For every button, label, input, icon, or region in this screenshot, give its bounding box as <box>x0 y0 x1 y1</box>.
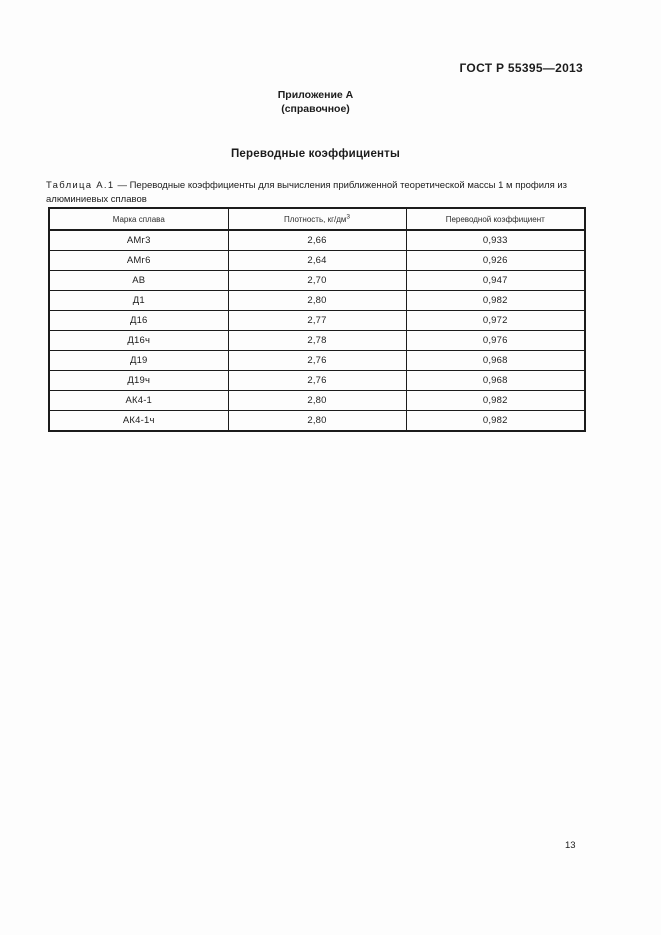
appendix-subtitle: (справочное) <box>281 103 350 115</box>
table-row <box>49 251 585 271</box>
table-caption <box>46 179 588 207</box>
coefficient-cell: 0,972 <box>406 311 585 331</box>
coefficient-cell: 0,982 <box>406 411 585 432</box>
alloy-cell: АМг3 <box>49 230 228 251</box>
coefficient-cell: 0,968 <box>406 351 585 371</box>
superscript-3: 3 <box>346 212 351 220</box>
table-header-row <box>49 208 585 230</box>
table-caption-label: Таблица А.1 <box>46 180 115 191</box>
column-header-density-label: Плотность, кг/дм <box>283 214 347 224</box>
table-row <box>49 331 585 351</box>
coefficient-cell: 0,933 <box>406 230 585 251</box>
document-number: ГОСТ Р 55395—2013 <box>459 61 583 75</box>
table-body <box>49 230 585 431</box>
page-number: 13 <box>565 840 576 851</box>
column-header-alloy: Марка сплава <box>49 208 228 230</box>
alloy-cell: АВ <box>49 271 228 291</box>
table-row <box>49 271 585 291</box>
alloy-cell: Д19 <box>49 351 228 371</box>
alloy-cell: Д16 <box>49 311 228 331</box>
alloy-cell: Д19ч <box>49 371 228 391</box>
density-cell: 2,64 <box>228 251 406 271</box>
conversion-coefficients-table <box>48 207 586 432</box>
density-cell: 2,80 <box>228 391 406 411</box>
alloy-cell: АК4-1 <box>49 391 228 411</box>
table-caption-text: — Переводные коэффициенты для вычисления приближенной теоретической массы 1 м профиля из алюминиевых сплавов <box>46 180 568 205</box>
column-header-density <box>228 208 406 230</box>
table-row <box>49 311 585 331</box>
table-row <box>49 230 585 251</box>
density-cell: 2,76 <box>228 351 406 371</box>
table-row <box>49 371 585 391</box>
coefficient-cell: 0,976 <box>406 331 585 351</box>
density-cell: 2,66 <box>228 230 406 251</box>
coefficient-cell: 0,926 <box>406 251 585 271</box>
section-title: Переводные коэффициенты <box>230 148 401 160</box>
alloy-cell: АК4-1ч <box>49 411 228 432</box>
table-row <box>49 391 585 411</box>
table-row <box>49 351 585 371</box>
column-header-coefficient: Переводной коэффициент <box>406 208 585 230</box>
density-cell: 2,78 <box>228 331 406 351</box>
coefficient-cell: 0,947 <box>406 271 585 291</box>
coefficient-cell: 0,982 <box>406 291 585 311</box>
table-row <box>49 291 585 311</box>
density-cell: 2,70 <box>228 271 406 291</box>
alloy-cell: Д16ч <box>49 331 228 351</box>
density-cell: 2,77 <box>228 311 406 331</box>
appendix-heading <box>48 88 583 116</box>
density-cell: 2,80 <box>228 291 406 311</box>
table-row <box>49 411 585 432</box>
alloy-cell: АМг6 <box>49 251 228 271</box>
density-cell: 2,80 <box>228 411 406 432</box>
coefficient-cell: 0,968 <box>406 371 585 391</box>
alloy-cell: Д1 <box>49 291 228 311</box>
coefficient-cell: 0,982 <box>406 391 585 411</box>
appendix-title: Приложение А <box>277 89 354 101</box>
density-cell: 2,76 <box>228 371 406 391</box>
